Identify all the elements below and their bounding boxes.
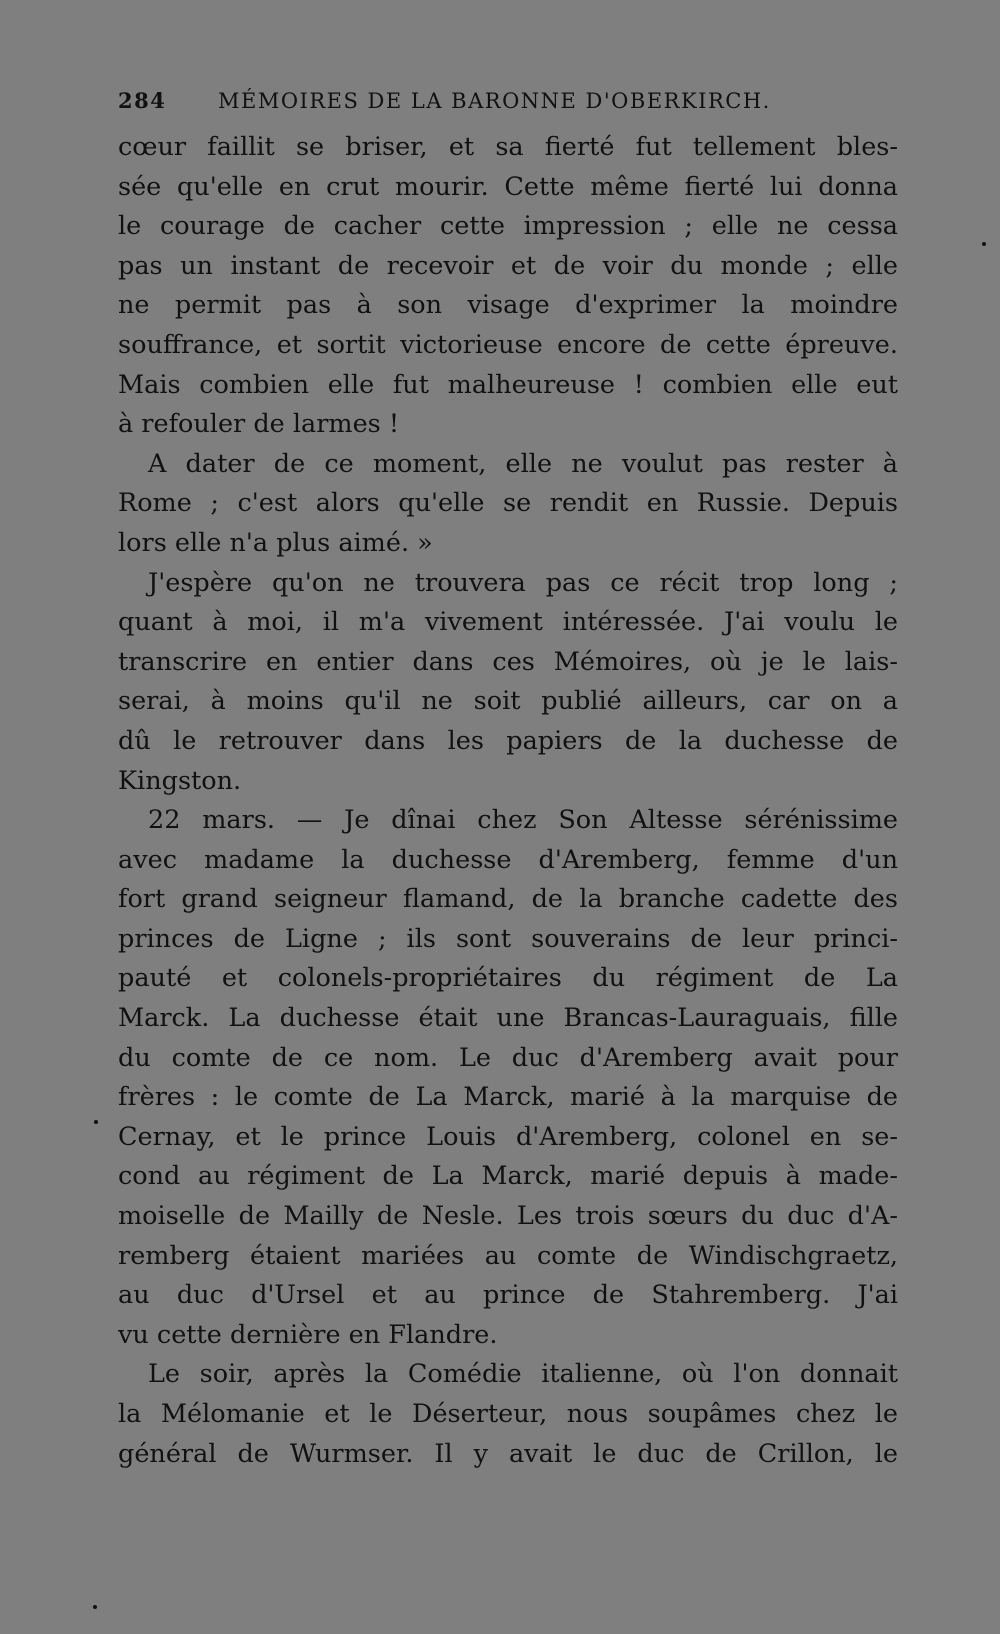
paragraph [118,564,898,802]
text-line: avec madame la duchesse d'Aremberg, femme d'un [118,844,898,875]
body-text [118,128,898,1474]
page-header [118,88,898,128]
text-line: quant à moi, il m'a vivement intéressée. J'ai voulu le [118,607,898,638]
text-line: Marck. La duchesse était une Brancas-Lauraguais, fille [118,1003,898,1034]
text-line: Kingston. [118,765,242,796]
text-line: ne permit pas à son visage d'exprimer la moindre [118,290,898,321]
text-line: dû le retrouver dans les papiers de la duchesse de [118,725,898,756]
text-line: 22 mars. — Je dînai chez Son Altesse sérénissime [148,805,898,836]
page-number: 284 [118,88,167,113]
running-title: MÉMOIRES DE LA BARONNE D'OBERKIRCH. [218,89,771,113]
text-line: Rome ; c'est alors qu'elle se rendit en Russie. Depuis [118,488,898,519]
book-page [118,88,898,1474]
text-line: pauté et colonels-propriétaires du régiment de La [118,963,898,994]
text-line: souffrance, et sortit victorieuse encore de cette épreuve. [118,329,898,360]
paragraph [118,1355,898,1474]
text-line: à refouler de larmes ! [118,409,400,440]
text-line: cond au régiment de La Marck, marié depuis à made- [118,1161,898,1192]
text-line: le courage de cacher cette impression ; elle ne cessa [118,211,898,242]
text-line: princes de Ligne ; ils sont souverains de leur princi- [118,923,898,954]
text-line: Cernay, et le prince Louis d'Aremberg, colonel en se- [118,1121,898,1152]
text-line: sée qu'elle en crut mourir. Cette même fierté lui donna [118,171,898,202]
text-line: Le soir, après la Comédie italienne, où l'on donnait [148,1359,898,1390]
scan-speck [93,1605,97,1609]
text-line: du comte de ce nom. Le duc d'Aremberg avait pour [118,1042,898,1073]
paragraph [118,128,898,445]
text-line: la Mélomanie et le Déserteur, nous soupâmes chez le [118,1399,898,1429]
scan-speck [982,242,986,246]
text-line: fort grand seigneur flamand, de la branche cadette des [118,884,898,915]
text-line: cœur faillit se briser, et sa fierté fut tellement bles- [118,132,898,162]
text-line: frères : le comte de La Marck, marié à la marquise de [118,1082,898,1113]
text-line: lors elle n'a plus aimé. » [118,527,433,558]
text-line: au duc d'Ursel et au prince de Stahremberg. J'ai [118,1280,898,1311]
text-line: pas un instant de recevoir et de voir du monde ; elle [118,250,898,281]
text-line: J'espère qu'on ne trouvera pas ce récit trop long ; [148,567,898,598]
text-line: transcrire en entier dans ces Mémoires, où je le lais- [118,646,898,677]
paragraph [118,801,898,1355]
text-line: serai, à moins qu'il ne soit publié ailleurs, car on a [118,686,898,717]
text-line: général de Wurmser. Il y avait le duc de Crillon, le [118,1438,898,1469]
text-line: vu cette dernière en Flandre. [118,1319,498,1350]
text-line: Mais combien elle fut malheureuse ! combien elle eut [118,369,898,400]
text-line: A dater de ce moment, elle ne voulut pas rester à [148,448,898,479]
scan-speck [94,1120,98,1124]
paragraph [118,445,898,564]
text-line: remberg étaient mariées au comte de Windischgraetz, [118,1240,898,1271]
text-line: moiselle de Mailly de Nesle. Les trois sœurs du duc d'A- [118,1201,898,1232]
